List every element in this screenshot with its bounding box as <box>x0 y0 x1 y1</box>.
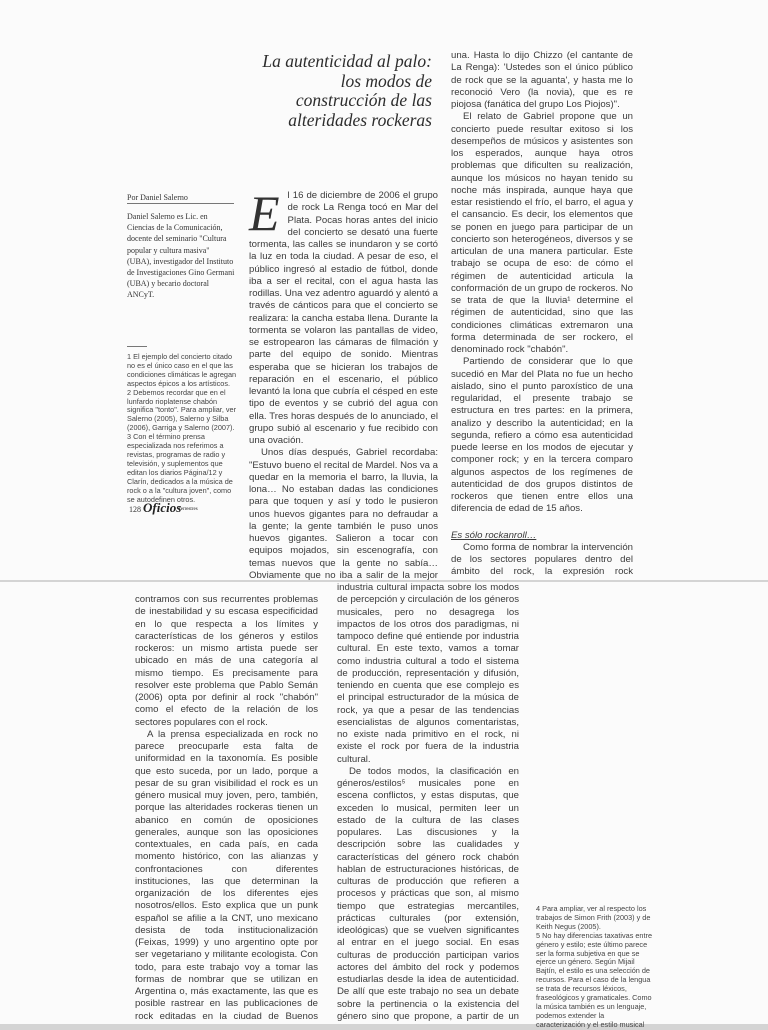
paragraph: Como forma de nombrar la intervención de los sectores populares dentro del ámbito del rock, la expresión rock <box>451 541 633 578</box>
footnote-3: 3 Con el término prensa especializada nos referimos a revistas, programas de radio y televisión, y suplementos que editan los diarios Página/12 y Clarín, dedicados a la música de rock o a la "cultura joven", como se autodefinen otros. <box>127 432 233 504</box>
footnote-2: 2 Debemos recordar que en el lunfardo rioplatense chabón significa "tonto". Para ampliar, ver Salerno (2005), Salerno y Silba (2006), Garriga y Salerno (2007). <box>127 387 237 433</box>
p2-column-left <box>135 594 318 1024</box>
paragraph: De todos modos, la clasificación en géneros/estilos⁵ musicales pone en escena conflictos, y estas disputas, que exceden lo musical, permiten leer un estado de la cultura de las clases populares. Las discusiones y la descripción sobre las cualidades y características del género rock chabón hablan de estructuraciones históricas, de culturas de producción que refieren a procesos y prácticas que son, al mismo tiempo que estrategias mercantiles, prácticas culturales (por extensión, ideológicas) que se vuelven significantes al entrar en el juego social. En esas culturas de producción participan varios actores del ámbito del rock y podemos estudiarlas desde la idea de autenticidad. De allí que este trabajo no sea un debate sobre la pertinencia o la existencia del género sino que propone, a partir de un <box>337 765 519 1022</box>
drop-cap: E <box>249 185 280 241</box>
footnote-rule <box>127 346 147 347</box>
section-heading: Es sólo rockanroll… <box>451 529 537 541</box>
paragraph: contramos con sus recurrentes problemas de inestabilidad y su escasa especificidad en lo que respecta a los límites y características de los géneros y estilos rockeros: un mismo artista puede ser ubicado en más de una categoría al mismo tiempo. Es precisamente para resolver este problema que Pablo Semán (2006) opta por definir al rock "chabón" como el efecto de la relación de los sectores populares con el rock. <box>135 594 318 728</box>
footnote-1: 1 El ejemplo del concierto citado no es el único caso en el que las condiciones climáticas le agregan aspectos épicos a los artísticos. <box>127 352 237 388</box>
article-title: La autenticidad al palo: los modos de construcción de las alteridades rockeras <box>262 51 432 130</box>
paragraph: industria cultural impacta sobre los modos de percepción y circulación de los géneros musicales, pero no desagrega los impactos de los otros dos paradigmas, ni tampoco define qué entiende por industria cultural. En este texto, vamos a tomar como industria cultural a todo el sistema de producción, representación y difusión, teniendo en cuenta que ese complejo es el principal estructurador de la música de rock, ya que a pesar de las tendencias esencialistas de algunos comentaristas, no existe nada primitivo en el rock, ni existe el rock por fuera de la industria cultural. <box>337 582 519 765</box>
author-bio: Daniel Salerno es Lic. en Ciencias de la Comunicación, docente del seminario "Cultura popular y cultura masiva" (UBA), investigador del Instituto de Investigaciones Gino Germani (UBA) y becario doctoral ANCyT. <box>127 212 235 300</box>
p2-column-right <box>337 582 519 1024</box>
paragraph: Partiendo de considerar que lo que sucedió en Mar del Plata no fue un hecho aislado, sino el punto paroxístico de una regularidad, el presente trabajo se estructura en tres partes: en la primera, analizo y describo la autenticidad; en la segunda, refiero a cómo esa autenticidad puede leerse en los modos de ejecutar y componer rock; y en la tercera comparo algunos aspectos de los regímenes de autenticidad de dos grupos distintos de rockeros que tienen entre ellos una diferencia de edad de 15 años. <box>451 356 633 515</box>
magazine-logo-sub: Terrestres <box>178 507 198 512</box>
p1-column-left <box>249 185 438 580</box>
paragraph: A la prensa especializada en rock no parece preocuparle esta falta de uniformidad en la taxonomía. Es posible que esto suceda, por un lado, porque a pesar de su gran visibilidad el rock es un género musical muy joven, pero, también, porque las alteridades rockeras tienen un abanico en común de oposiciones generales, aunque son las oposiciones contextuales, en cada país, en cada momento histórico, con las alianzas y confrontaciones con diferentes instituciones, las que determinan la organización de los diferentes ejes nosotros/ellos. Esto explica que un punk español se afilie a la CNT, uno mexicano desista de toda institucionalización (Feixas, 1999) y uno argentino opte por ser vegetariano y militante ecologista. Con todo, para este trabajo voy a tomar las formas de nombrar que se utilizan en Argentina o, más exactamente, las que es posible rastrear en las publicaciones de rock editadas en la ciudad de Buenos <box>135 728 318 1022</box>
paragraph: una. Hasta lo dijo Chizzo (el cantante de La Renga): 'Ustedes son el único público de rock que se la aguanta', y hasta me lo reconoció Vero (la novia), que es re piojosa (fanática del grupo Los Piojos)". <box>451 50 633 110</box>
byline: Por Daniel Salerno <box>127 193 188 202</box>
p1-column-right <box>451 50 633 580</box>
paragraph: El 16 de diciembre de 2006 el grupo de rock La Renga tocó en Mar del Plata. Pocas horas antes del inicio del concierto se desató una fuerte tormenta, las calles se inundaron y se cortó la luz en toda la ciudad. A pesar de eso, el público ingresó al estadio de fútbol, donde iba a ser el recital, con el agua hasta las rodillas. Una vez adentro aguardó y alentó a través de cánticos para que el concierto se realizara: la cancha estaba llena. Durante la tormenta se volaron las pantallas de video, se estropearon las cámaras de filmación y parte del equipo de sonido. Mientras esperaba que se hicieran los trabajos de reparación en el escenario, el público levantó la lona que cubría el césped en este tipo de eventos y se cubrió del agua con ella. Tres horas después de lo anunciado, el grupo subió al escenario y fue recibido con una ovación. <box>249 185 438 446</box>
footnotes-left <box>127 353 237 504</box>
footnote-4: 4 Para ampliar, ver al respecto los trabajos de Simon Frith (2003) y de Keith Negus (2005). <box>536 904 651 931</box>
byline-rule <box>127 203 234 204</box>
footnote-5: 5 No hay diferencias taxativas entre género y estilo; este último parece ser la forma subjetiva en que se ejerce un género. Según Mijail Bajtín, el estilo es una selección de recursos. Para el caso de la lengua se trata de recursos léxicos, fraseológicos y gramaticales. Como la música también es un lenguaje, podemos extender la caracterización y el estilo musical <box>536 930 653 1029</box>
page-number: 128 <box>129 505 141 514</box>
magazine-logo: Oficios <box>143 500 182 515</box>
footnotes-right <box>536 905 654 1030</box>
paragraph: Unos días después, Gabriel recordaba: "Estuvo bueno el recital de Mardel. Nos va a quedar en la memoria el barro, la lluvia, la lona… No estaban dadas las condiciones para que toquen y así y todo le pusieron unos huevos gigantes para no defraudar a la gente; la gente también le puso unos huevos gigantes. Salieron a tocar con equipos mojados, sin escenografía, con temas nuevos que la gente no sabía… Obviamente que no iba a salir de la mejor <box>249 447 438 580</box>
paragraph: El relato de Gabriel propone que un concierto puede resultar exitoso si los desempeños de músicos y asistentes son los esperados, aunque haya otros problemas que dificulten su realización, aunque los músicos no hayan tenido su noche más inspirada, aunque haya que estar resistiendo el frío, el barro, el agua y el cansancio. Es decir, los elementos que se ponen en juego para participar de un concierto son heterogéneos, diversos y se articulan de una manera particular. Este trabajo se ocupa de eso: de cómo el régimen de autenticidad articula la conformación de un grupo de rockeros. No se trata de que la lluvia¹ determine el régimen de autenticidad, sino que las condiciones climáticas extremaron una forma determinada de ser rockero, el denominado rock "chabón". <box>451 111 633 355</box>
